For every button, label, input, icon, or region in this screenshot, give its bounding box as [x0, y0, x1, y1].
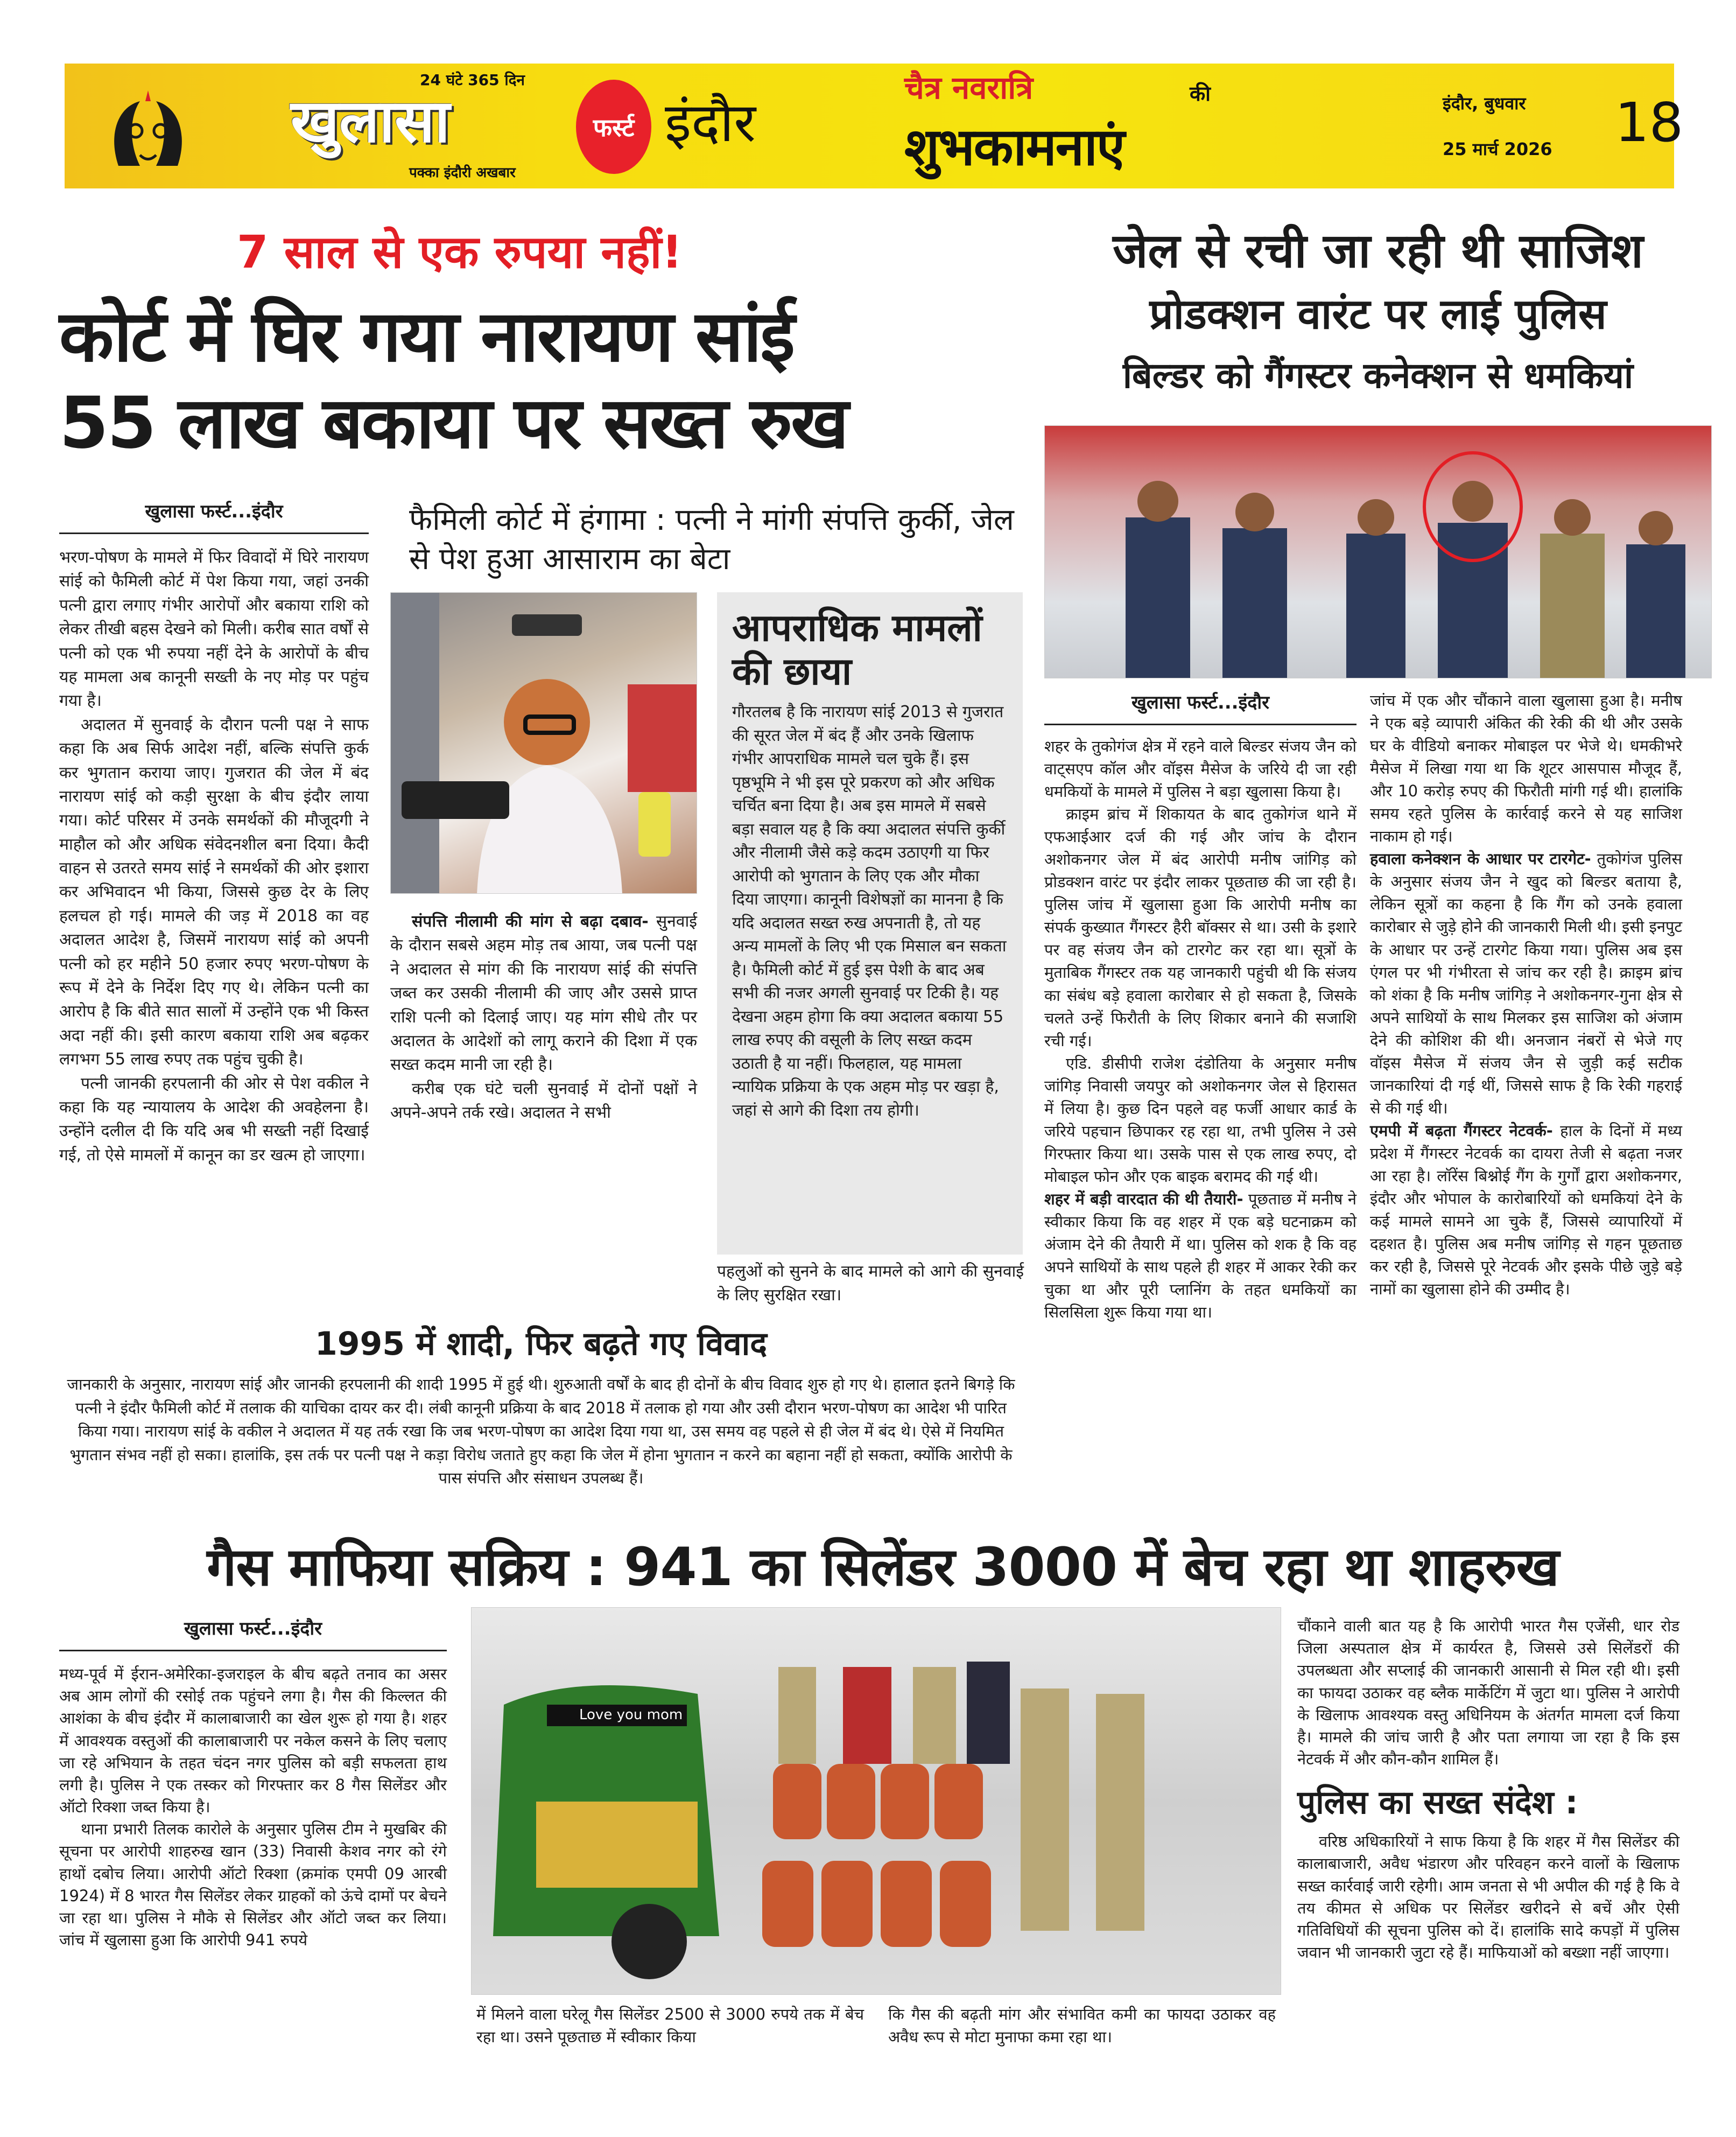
gas-para-2: थाना प्रभारी तिलक कारोले के अनुसार पुलिस टीम ने मुखबिर की सूचना पर आरोपी शाहरुख खान (33) निवासी केशव नगर को रंगे हाथों दबोच लिया। आरोपी ऑटो रिक्शा (क्रमांक एमपी 09 आरबी 1924) में 8 भारत गैस सिलेंडर लेकर ग्राहकों को ऊंचे दामों पर बेचने जा रहा था। पुलिस ने मौके से सिलेंडर और ऑटो जब्त कर लिया। जांच में खुलासा हुआ कि आरोपी 941 रुपये	[59, 1820, 447, 1950]
gas-continuation-a: में मिलने वाला घरेलू गैस सिलेंडर 2500 से 3000 रुपये तक में बेच रहा था। उसने पूछताछ में स्वीकार किया	[476, 2005, 864, 2047]
photo-illustration	[391, 593, 697, 894]
lead-headline	[59, 293, 1023, 467]
narayan-sai-photo	[390, 592, 697, 894]
criminal-cases-sidebox	[717, 592, 1023, 1255]
gas-continuation-b: कि गैस की बढ़ती मांग और संभावित कमी का फायदा उठाकर वह अवैध रूप से मोटा मुनाफा कमा रहा था।	[888, 2005, 1276, 2047]
jail-subhead-1: शहर में बड़ी वारदात की थी तैयारी-	[1044, 1189, 1243, 1208]
marriage-subsection-title: 1995 में शादी, फिर बढ़ते गए विवाद	[315, 1325, 767, 1363]
rickshaw-text: Love you mom	[579, 1707, 683, 1723]
jail-para-2: क्राइम ब्रांच में शिकायत के बाद तुकोगंज थाने में एफआईआर दर्ज की गई और जांच के दौरान अशोकनगर जेल में बंद आरोपी मनीष जांगिड़ को प्रोडक्शन वारंट पर इंदौर लाकर पूछताछ की जा रही है। पुलिस जांच में खुलासा हुआ कि आरोपी मनीष का संपर्क कुख्यात गैंगस्टर हैरी बॉक्सर से था। उसी के इशारे पर वह संजय जैन को टारगेट कर रहा था। सूत्रों के मुताबिक गैंगस्टर तक यह जानकारी पहुंची थी कि संजय का संबंध बड़े हवाला कारोबार से हो सकता है, जिसके चलते उन्हें फिरौती के लिए शिकार बनाने की सजाशि रची गई।	[1044, 805, 1357, 1050]
gas-para-1: मध्य-पूर्व में ईरान-अमेरिका-इजराइल के बीच बढ़ते तनाव का असर अब आम लोगों की रसोई तक पहुंचने लगा है। गैस की किल्लत की आशंका के बीच इंदौर में कालाबाजारी का खेल शुरू हो गया है। शहर में आवश्यक वस्तुओं की कालाबाजारी पर नकेल कसने के लिए चलाए जा रहे अभियान के तहत चंदन नगर पुलिस को बड़ी सफलता हाथ लगी है। पुलिस ने एक तस्कर को गिरफ्तार कर 8 गैस सिलेंडर और ऑटो रिक्शा जब्त किया है।	[59, 1665, 447, 1817]
lead-col2-para-1: सुनवाई के दौरान सबसे अहम मोड़ तब आया, जब पत्नी पक्ष ने अदालत से मांग की कि नारायण सांई की संपत्ति जब्त कर उसकी नीलामी की जाए और उससे प्राप्त राशि पत्नी को दिलाई जाए। यह मांग सीधे तौर पर अदालत के आदेशों को लागू कराने की दिशा में एक सख्त कदम मानी जा रही है।	[390, 912, 697, 1075]
gas-column-3	[1297, 1615, 1679, 1964]
sidebox-text: गौरतलब है कि नारायण सांई 2013 से गुजरात की सूरत जेल में बंद हैं और उनके खिलाफ गंभीर आपराधिक मामले चल चुके हैं। इस पृष्ठभूमि ने भी इस पूरे प्रकरण को और अधिक चर्चित बना दिया है। अब इस मामले में सबसे बड़ा सवाल यह है कि क्या अदालत संपत्ति कुर्की और नीलामी जैसे कड़े कदम उठाएगी या फिर आरोपी को भुगतान के लिए एक और मौका दिया जाएगा। कानूनी विशेषज्ञों का मानना है कि यदि अदालत सख्त रुख अपनाती है, तो यह अन्य मामलों के लिए भी एक मिसाल बन सकता है। फैमिली कोर्ट में हुई इस पेशी के बाद अब सभी की नजर अगली सुनवाई पर टिकी है। यह देखना अहम होगा कि क्या अदालत बकाया 55 लाख रुपए की वसूली के लिए सख्त कदम उठाती है या नहीं। फिलहाल, यह मामला न्यायिक प्रक्रिया के एक अहम मोड़ पर खड़ा है, जहां से आगे की दिशा तय होगी।	[732, 703, 1007, 1120]
marriage-subsection-text: जानकारी के अनुसार, नारायण सांई और जानकी हरपलानी की शादी 1995 में हुई थी। शुरुआती वर्षों के बाद ही दोनों के बीच विवाद शुरु हो गए थे। हालात इतने बिगड़े कि पत्नी ने इंदौर फैमिली कोर्ट में तलाक की याचिका दायर कर दी। लंबी कानूनी प्रक्रिया के बाद 2018 में तलाक हो गया और उसी दौरान भरण-पोषण का आदेश भी पारित किया गया। नारायण सांई के वकील ने अदालत में यह तर्क रखा कि जब भरण-पोषण का आदेश दिया गया था, उस समय वह पहले से ही जेल में बंद थे। ऐसे में नियमित भुगतान संभव नहीं हो सका। हालांकि, इस तर्क पर पत्नी पक्ष ने कड़ा विरोध जताते हुए कहा कि जेल में होना भुगतान न करने का बहाना नहीं हो सकता, क्योंकि आरोपी के पास संपत्ति और संसाधन उपलब्ध हैं।	[67, 1375, 1015, 1487]
jail-sub3-text: हाल के दिनों में मध्य प्रदेश में गैंगस्टर नेटवर्क का दायरा तेजी से बढ़ता नजर आ रहा है। लॉरेंस बिश्नोई गैंग के गुर्गों द्वारा अशोकनगर, इंदौर और भोपाल के कारोबारियों को धमकियां देने के कई मामले सामने आ चुके हैं, जिससे व्यापारियों में दहशत है। पुलिस अब मनीष जांगिड़ से गहन पूछताछ कर रही है, जिससे पूरे नेटवर्क और इसके पीछे जुड़े बड़े नामों का खुलासा होने की उम्मीद है।	[1370, 1121, 1682, 1299]
sidebox-title: आपराधिक मामलों की छाया	[732, 606, 982, 693]
festival-greeting: शुभकामनाएं	[904, 117, 1124, 177]
festival-ki: की	[1190, 82, 1211, 106]
accused-police-photo	[1044, 425, 1712, 678]
lead-headline-line1: कोर्ट में घिर गया नारायण सांई	[59, 295, 793, 378]
photo-illustration	[1045, 426, 1712, 678]
jail-sub1-text: पूछताछ में मनीष ने स्वीकार किया कि वह शहर में एक बड़े घटनाक्रम को अंजाम देने की तैयारी में था। पुलिस को शक है कि वह अपने साथियों के साथ पहले ही शहर में आकर रेकी कर चुका था और पूरी प्लानिंग के तहत धमकियों का सिलसिला शुरू किया गया था।	[1044, 1189, 1357, 1322]
jail-headline-1: जेल से रची जा रही थी साजिश	[1113, 223, 1643, 278]
gas-col3-text: चौंकाने वाली बात यह है कि आरोपी भारत गैस एजेंसी, धार रोड जिला अस्पताल क्षेत्र में कार्यरत है, जिससे उसे सिलेंडरों की उपलब्धता और सप्लाई की जानकारी आसानी से मिल रही थी। इसी का फायदा उठाकर वह ब्लैक मार्केटिंग में जुटा था। पुलिस ने आरोपी के खिलाफ आवश्यक वस्तु अधिनियम के अंतर्गत मामला दर्ज किया है। मामले की जांच जारी है और पता लगाया जा रहा है कि इस नेटवर्क में और कौन-कौन शामिल हैं।	[1297, 1617, 1679, 1769]
photo-illustration	[472, 1608, 1281, 1995]
jail-headline-3: बिल्डर को गैंगस्टर कनेक्शन से धमकियां	[1122, 355, 1634, 396]
issue-date: 25 मार्च 2026	[1443, 139, 1552, 159]
gas-column-1	[59, 1615, 458, 1951]
masthead	[65, 64, 1684, 188]
jail-headline-2: प्रोडक्शन वारंट पर लाई पुलिस	[1149, 290, 1607, 339]
police-message-title: पुलिस का सख्त संदेश :	[1297, 1784, 1578, 1822]
gas-seizure-photo	[471, 1607, 1281, 1995]
jail-para-3: एडि. डीसीपी राजेश दंडोतिया के अनुसार मनीष जांगिड़ निवासी जयपुर को अशोकनगर जेल से हिरासत में लिया है। कुछ दिन पहले वह फर्जी आधार कार्ड के जरिये पहचान छिपाकर रह रहा था, तभी पुलिस ने उसे गिरफ्तार किया था। उसके पास से एक लाख रुपए, दो मोबाइल फोन और एक बाइक बरामद की गई थी।	[1044, 1054, 1357, 1186]
police-message-text: वरिष्ठ अधिकारियों ने साफ किया है कि शहर में गैस सिलेंडर की कालाबाजारी, अवैध भंडारण और परिवहन करने वालों के खिलाफ सख्त कार्रवाई जारी रहेगी। आम जनता से भी अपील की गई है कि वे तय कीमत से अधिक पर सिलेंडर खरीदने से बचें और ऐसी गतिविधियों की सूचना पुलिस को दें। हालांकि सादे कपड़ों में पुलिस जवान भी जानकारी जुटा रहे हैं। माफियाओं को बख्शा नहीं जाएगा।	[1297, 1832, 1679, 1962]
jail-para-1: शहर के तुकोगंज क्षेत्र में रहने वाले बिल्डर संजय जैन को वाट्सएप कॉल और वॉइस मैसेज के जरिये दी जा रही धमकियों के मामले में पुलिस ने बड़ा खुलासा किया है।	[1044, 737, 1357, 801]
lead-column-2	[390, 910, 697, 1125]
lead-kicker: 7 साल से एक रुपया नहीं!	[237, 226, 683, 278]
lead-para-1: भरण-पोषण के मामले में फिर विवादों में घिरे नारायण सांई को फैमिली कोर्ट में पेश किया गया, जहां उनकी पत्नी द्वारा लगाए गंभीर आरोपों और बकाया राशि को लेकर तीखी बहस देखने को मिली। करीब सात वर्षों से पत्नी को एक भी रुपया नहीं देने के आरोपों के बीच यह मामला अब कानूनी सख्ती के नए मोड़ पर पहुंच गया है।	[59, 548, 369, 711]
jail-column-1	[1044, 689, 1357, 1323]
jail-sub2-text: तुकोगंज पुलिस के अनुसार संजय जैन ने खुद को बिल्डर बताया है, लेकिन सूत्रों का कहना है कि गैंग को उनके हवाला कारोबार से जुड़े होने की जानकारी मिली थी। इसी इनपुट के आधार पर उन्हें टारगेट किया गया। पुलिस अब इस एंगल पर भी गंभीरता से जांच कर रही है। क्राइम ब्रांच को शंका है कि मनीष जांगिड़ ने अशोकनगर-गुना क्षेत्र से अपने साथियों के साथ मिलकर इस साजिश को अंजाम देने की कोशिश की थी। अनजान नंबरों से भेजे गए वॉइस मैसेज में संजय जैन से जुड़ी कई सटीक जानकारियां दी गई थीं, जिससे साफ है कि रेकी गहराई से की गई थी।	[1370, 850, 1683, 1117]
lead-byline: खुलासा फर्स्ट...इंदौर	[59, 498, 369, 534]
first-badge: फर्स्ट	[576, 80, 651, 174]
jail-column-2	[1370, 689, 1682, 1300]
lead-col2-subhead: संपत्ति नीलामी की मांग से बढ़ा दबाव-	[412, 912, 649, 931]
goddess-ornament-icon	[108, 85, 188, 177]
logo-subtitle: पक्का इंदौरी अखबार	[409, 165, 516, 181]
gas-headline: गैस माफिया सक्रिय : 941 का सिलेंडर 3000 में बेच रहा था शाहरुख	[207, 1537, 1559, 1598]
page-number: 18	[1615, 91, 1684, 154]
lead-col2-para-2: करीब एक घंटे चली सुनवाई में दोनों पक्षों ने अपने-अपने तर्क रखे। अदालत ने सभी	[390, 1079, 697, 1123]
masthead-tagline: 24 घंटे 365 दिन	[420, 71, 525, 89]
jail-col2-intro: जांच में एक और चौंकाने वाला खुलासा हुआ है। मनीष ने एक बड़े व्यापारी अंकित की रेकी की थी और उसके घर के वीडियो बनाकर मोबाइल पर भेजे थे। धमकीभरे मैसेज में लिखा गया था कि शूटर आसपास मौजूद हैं, और 10 करोड़ रुपए की फिरौती मांगी गई थी। हालांकि समय रहते पुलिस के कार्रवाई करने से यह साजिश नाकाम हो गई।	[1370, 691, 1682, 846]
lead-column-1	[59, 498, 369, 1167]
jail-subhead-2: हवाला कनेक्शन के आधार पर टारगेट-	[1370, 850, 1591, 868]
newspaper-logo: खुलासा	[291, 87, 450, 156]
lead-para-2: अदालत में सुनवाई के दौरान पत्नी पक्ष ने साफ कहा कि अब सिर्फ आदेश नहीं, बल्कि संपत्ति कुर्क कर भुगतान कराया जाए। गुजरात की जेल में बंद नारायण सांई को कड़ी सुरक्षा के बीच इंदौर लाया गया। कोर्ट परिसर में उनके समर्थकों की मौजूदगी ने माहौल को और अधिक संवेदनशील बना दिया। कैदी वाहन से उतरते समय सांई ने समर्थकों की ओर इशारा कर अभिवादन भी किया, जिससे कुछ देर के लिए हलचल हो गई। मामले की जड़ में 2018 का वह अदालत आदेश है, जिसमें नारायण सांई को अपनी पत्नी को हर महीने 50 हजार रुपए भरण-पोषण के रूप में देने के निर्देश दिए गए थे। लेकिन पत्नी का आरोप है कि बीते सात सालों में उन्होंने एक भी किस्त अदा नहीं की। इसी कारण बकाया राशि अब बढ़कर लगभग 55 लाख रुपए तक पहुंच चुकी है।	[59, 715, 369, 1069]
jail-subhead-3: एमपी में बढ़ता गैंगस्टर नेटवर्क-	[1370, 1121, 1553, 1140]
lead-headline-line2: 55 लाख बकाया पर सख्त रुख	[59, 382, 847, 465]
edition-name: इंदौर	[665, 91, 756, 154]
jail-byline: खुलासा फर्स्ट...इंदौर	[1044, 689, 1357, 725]
gas-byline: खुलासा फर्स्ट...इंदौर	[59, 1615, 447, 1651]
lead-deck: फैमिली कोर्ट में हंगामा : पत्नी ने मांगी संपत्ति कुर्की, जेल से पेश हुआ आसाराम का बेटा	[409, 502, 1014, 577]
dateline: इंदौर, बुधवार	[1443, 93, 1526, 114]
lead-col2-continuation: पहलुओं को सुनने के बाद मामले को आगे की सुनवाई के लिए सुरक्षित रखा।	[717, 1262, 1024, 1305]
festival-title: चैत्र नवरात्रि	[904, 69, 1034, 106]
lead-para-3: पत्नी जानकी हरपलानी की ओर से पेश वकील ने कहा कि यह न्यायालय के आदेश की अवहेलना है। उन्होंने दलील दी कि यदि अब भी सख्ती नहीं दिखाई गई, तो ऐसे मामलों में कानून का डर खत्म हो जाएगा।	[59, 1074, 369, 1165]
